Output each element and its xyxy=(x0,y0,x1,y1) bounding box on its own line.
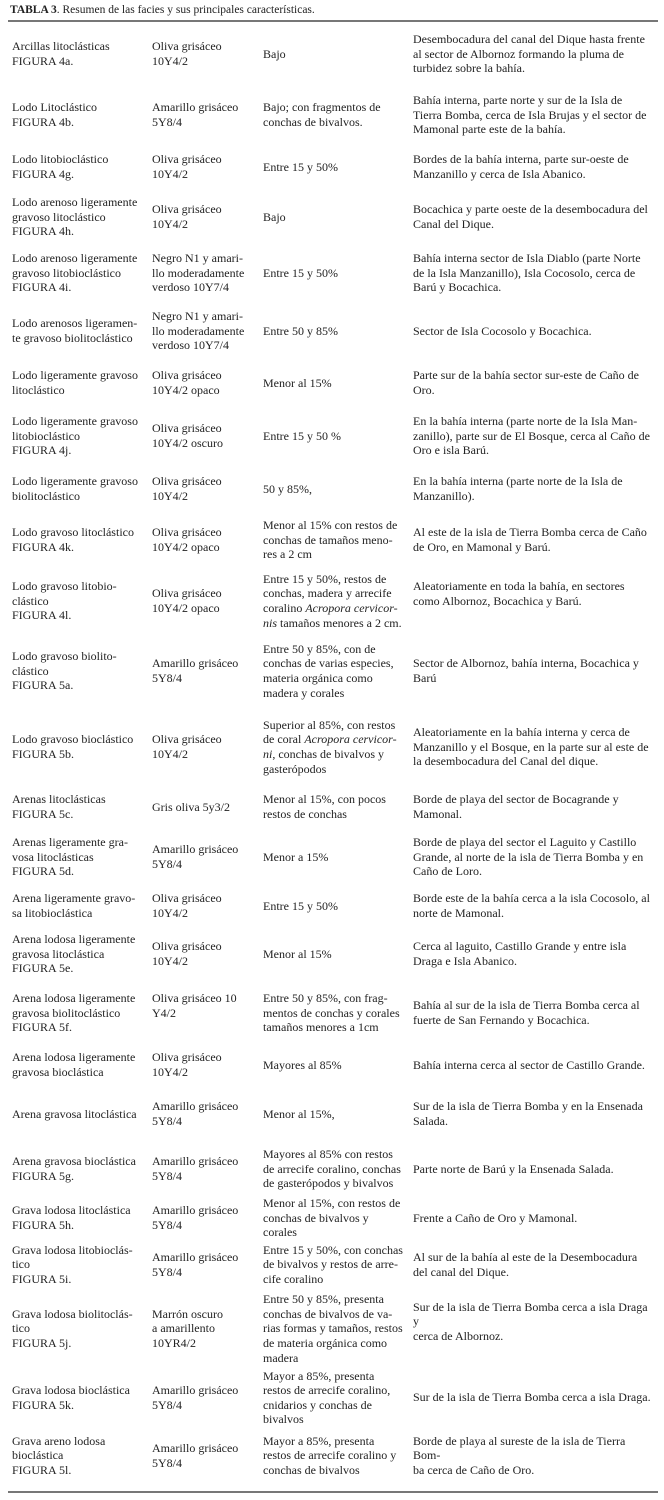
facies-name-cell: Lodo Litoclástico FIGURA 4b. xyxy=(12,100,97,129)
color-cell: Gris oliva 5y3/2 xyxy=(152,799,230,814)
location-cell: Sur de la isla de Tierra Bomba cerca a isla Draga. xyxy=(413,1390,651,1405)
bioclast-text: 50 y 85%, xyxy=(263,481,312,496)
bioclast-text: Entre 15 y 50%, restos de conchas, madera y arrecife coralino xyxy=(263,571,392,615)
facies-name-cell: Lodo gravoso biolito- clástico FIGURA 5a. xyxy=(12,649,117,693)
bioclast-text: Menor al 15% xyxy=(263,946,332,961)
bioclast-text: Bajo xyxy=(263,46,286,61)
color-cell: Oliva grisáceo 10Y4/2 xyxy=(152,939,222,968)
bioclast-content-cell xyxy=(259,1142,409,1196)
table-row xyxy=(8,1086,658,1142)
facies-name-cell: Lodo arenosos ligeramen- te gravoso biolitoclástico xyxy=(12,316,138,345)
bioclast-content-cell xyxy=(259,568,409,634)
bioclast-content-cell xyxy=(259,1044,409,1086)
facies-name-cell: Lodo ligeramente gravoso litobioclástico FIGURA 4j. xyxy=(12,414,138,458)
bioclast-text: Entre 50 y 85%, con frag- mentos de conchas y corales tamaños menores a 1cm xyxy=(263,991,400,1035)
facies-name-cell: Lodo gravoso litoclástico FIGURA 4k. xyxy=(12,525,134,554)
table-row xyxy=(8,1196,658,1240)
table-caption-text: . Resumen de las facies y sus principales características. xyxy=(56,4,315,16)
bioclast-content-cell xyxy=(259,512,409,568)
bioclast-text: Menor al 15%, con pocos restos de conchas xyxy=(263,792,386,821)
color-cell: Amarillo grisáceo 5Y8/4 xyxy=(152,656,239,685)
table-row xyxy=(8,406,658,466)
bioclast-text: Entre 50 y 85%, presenta conchas de bivalvos de va- rias formas y tamaños, restos de materia orgánica como madera xyxy=(263,1292,403,1365)
bioclast-content-cell xyxy=(259,302,409,360)
bioclast-text: Entre 50 y 85%, con de conchas de varias especies, materia orgánica como madera y corales xyxy=(263,641,394,700)
bioclast-content-cell xyxy=(259,1428,409,1484)
location-cell: Sector de Isla Cocosolo y Bocachica. xyxy=(413,323,592,338)
bioclast-content-cell xyxy=(259,244,409,302)
location-cell: Bahía interna sector de Isla Diablo (parte Norte de la Isla Manzanillo), Isla Cocosolo, cerca de Barú y Bocachica. xyxy=(413,251,641,295)
location-cell: Parte norte de Barú y la Ensenada Salada. xyxy=(413,1161,614,1176)
location-cell: Sur de la isla de Tierra Bomba y en la Ensenada Salada. xyxy=(413,1099,643,1128)
location-cell: Aleatoriamente en toda la bahía, en sectores como Albornoz, Bocachica y Barú. xyxy=(413,579,625,608)
bioclast-content-cell xyxy=(259,1196,409,1240)
table-row xyxy=(8,568,658,634)
bioclast-content-cell xyxy=(259,1086,409,1142)
bioclast-content-cell xyxy=(259,828,409,886)
table-row xyxy=(8,190,658,244)
bioclast-content-cell xyxy=(259,708,409,786)
facies-table xyxy=(8,22,658,1484)
color-cell: Oliva grisáceo 10Y4/2 xyxy=(152,1050,222,1079)
bioclast-content-cell xyxy=(259,1368,409,1428)
bioclast-content-cell xyxy=(259,982,409,1044)
color-cell: Amarillo grisáceo 5Y8/4 xyxy=(152,1099,239,1128)
facies-name-cell: Arena lodosa ligeramente gravosa litoclástica FIGURA 5e. xyxy=(12,932,136,976)
location-cell: En la bahía interna (parte norte de la Isla de Manzanillo). xyxy=(413,474,623,503)
bioclast-text: Entre 15 y 50% xyxy=(263,265,338,280)
location-cell: Borde este de la bahía cerca a la isla Cocosolo, al norte de Mamonal. xyxy=(413,891,650,920)
color-cell: Amarillo grisáceo 5Y8/4 xyxy=(152,1250,239,1279)
color-cell: Oliva grisáceo 10Y4/2 xyxy=(152,39,222,68)
color-cell: Oliva grisáceo 10Y4/2 opaco xyxy=(152,368,222,397)
facies-name-cell: Arenas ligeramente gra- vosa litoclásticas FIGURA 5d. xyxy=(12,835,128,879)
color-cell: Amarillo grisáceo 5Y8/4 xyxy=(152,100,239,129)
bioclast-text: Menor a 15% xyxy=(263,849,329,864)
location-cell: Desembocadura del canal del Dique hasta frente al sector de Albornoz formando la pluma de turbidez sobre la bahía. xyxy=(413,32,645,76)
location-cell: Bocachica y parte oeste de la desembocadura del Canal del Dique. xyxy=(413,202,648,231)
table-row xyxy=(8,1428,658,1484)
table-row xyxy=(8,512,658,568)
location-cell: Bahía al sur de la isla de Tierra Bomba cerca al fuerte de San Fernando y Bocachica. xyxy=(413,998,640,1027)
location-cell: Al este de la isla de Tierra Bomba cerca de Caño de Oro, en Mamonal y Barú. xyxy=(413,525,647,554)
table-row xyxy=(8,1044,658,1086)
facies-name-cell: Grava lodosa biolitoclás- tico FIGURA 5j. xyxy=(12,1306,133,1351)
color-cell: Oliva grisáceo 10Y4/2 xyxy=(152,891,222,920)
bioclast-text: Bajo xyxy=(263,209,286,224)
location-cell: En la bahía interna (parte norte de la Isla Man- zanillo), parte sur de El Bosque, cerca al Caño de Oro e isla Barú. xyxy=(413,414,650,458)
bioclast-text: Menor al 15% xyxy=(263,375,332,390)
color-cell: Oliva grisáceo 10Y4/2 xyxy=(152,732,222,761)
table-label: TABLA 3 xyxy=(10,4,57,16)
facies-name-cell: Lodo arenoso ligeramente gravoso litobioclástico FIGURA 4i. xyxy=(12,251,138,295)
bioclast-text: Mayor a 85%, presenta restos de arrecife coralino y conchas de bivalvos xyxy=(263,1433,397,1478)
table-row xyxy=(8,22,658,86)
facies-name-cell: Lodo litobioclástico FIGURA 4g. xyxy=(12,152,109,181)
color-cell: Oliva grisáceo 10Y4/2 oscuro xyxy=(152,421,223,450)
location-cell: Borde de playa al sureste de la isla de Tierra Bom- ba cerca de Caño de Oro. xyxy=(413,1433,626,1478)
bioclast-content-cell xyxy=(259,360,409,406)
table-row xyxy=(8,786,658,828)
color-cell: Oliva grisáceo 10Y4/2 xyxy=(152,202,222,231)
color-cell: Oliva grisáceo 10Y4/2 xyxy=(152,152,222,181)
table-row xyxy=(8,634,658,708)
location-cell: Sector de Albornoz, bahía interna, Bocachica y Barú xyxy=(413,656,639,685)
facies-name-cell: Lodo arenoso ligeramente gravoso litoclástico FIGURA 4h. xyxy=(12,195,138,239)
color-cell: Amarillo grisáceo 5Y8/4 xyxy=(152,1441,239,1470)
bioclast-text: Entre 15 y 50 % xyxy=(263,428,341,443)
table-row xyxy=(8,1290,658,1368)
bioclast-content-cell xyxy=(259,466,409,512)
table-row xyxy=(8,982,658,1044)
location-cell: Al sur de la bahía al este de la Desembocadura del canal del Dique. xyxy=(413,1250,638,1279)
facies-name-cell: Arena gravosa bioclástica FIGURA 5g. xyxy=(12,1154,136,1183)
facies-name-cell: Grava areno lodosa bioclástica FIGURA 5l. xyxy=(12,1433,106,1478)
color-cell: Negro N1 y amari- llo moderadamente verdoso 10Y7/4 xyxy=(152,309,245,353)
bioclast-content-cell xyxy=(259,190,409,244)
location-cell: Frente a Caño de Oro y Mamonal. xyxy=(413,1210,578,1225)
table-row xyxy=(8,1240,658,1290)
location-cell: Borde de playa del sector de Bocagrande y Mamonal. xyxy=(413,792,619,821)
bioclast-text: Menor al 15% con restos de conchas de tamaños meno- res a 2 cm xyxy=(263,518,398,562)
bioclast-content-cell xyxy=(259,86,409,144)
color-cell: Amarillo grisáceo 5Y8/4 xyxy=(152,842,239,871)
facies-name-cell: Arcillas litoclásticas FIGURA 4a. xyxy=(12,39,110,68)
table-row xyxy=(8,828,658,886)
facies-name-cell: Arena lodosa ligeramente gravosa biolitoclástico FIGURA 5f. xyxy=(12,991,136,1035)
bioclast-content-cell xyxy=(259,926,409,982)
table-row xyxy=(8,1142,658,1196)
color-cell: Amarillo grisáceo 5Y8/4 xyxy=(152,1154,239,1183)
bioclast-text: Entre 15 y 50%, con conchas de bivalvos y restos de arre- cife coralino xyxy=(263,1242,403,1287)
bioclast-text: Superior al 85%, con restos de coral xyxy=(263,717,396,747)
bioclast-text: Mayores al 85% xyxy=(263,1057,342,1072)
bioclast-content-cell xyxy=(259,786,409,828)
table-row xyxy=(8,1368,658,1428)
facies-name-cell: Lodo gravoso bioclástico FIGURA 5b. xyxy=(12,732,134,761)
table-row xyxy=(8,886,658,926)
location-cell: Bordes de la bahía interna, parte sur-oeste de Manzanillo y cerca de Isla Abanico. xyxy=(413,152,629,181)
location-cell: Aleatoriamente en la bahía interna y cerca de Manzanillo y el Bosque, en la parte sur al este de la desembocadura del Canal del dique. xyxy=(413,725,649,769)
bottom-rule xyxy=(8,1491,658,1493)
bioclast-text: , conchas de bivalvos y gasterópodos xyxy=(263,747,384,776)
location-cell: Bahía interna cerca al sector de Castillo Grande. xyxy=(413,1057,645,1072)
color-cell: Oliva grisáceo 10Y4/2 xyxy=(152,474,222,503)
bioclast-content-cell xyxy=(259,634,409,708)
location-cell: Parte sur de la bahía sector sur-este de Caño de Oro. xyxy=(413,368,640,397)
location-cell: Cerca al laguito, Castillo Grande y entre isla Draga e Isla Abanico. xyxy=(413,939,627,968)
facies-name-cell: Arena ligeramente gravo- sa litobioclástica xyxy=(12,891,136,920)
bioclast-text: Entre 50 y 85% xyxy=(263,323,338,338)
table-row xyxy=(8,466,658,512)
bioclast-content-cell xyxy=(259,144,409,190)
location-cell: Borde de playa del sector el Laguito y Castillo Grande, al norte de la isla de Tierra Bomba y en Caño de Loro. xyxy=(413,835,644,879)
table-row xyxy=(8,302,658,360)
color-cell: Negro N1 y amari- llo moderadamente verdoso 10Y7/4 xyxy=(152,251,245,295)
bioclast-text: Mayores al 85% con restos de arrecife coralino, conchas de gasterópodos y bivalvos xyxy=(263,1147,401,1191)
bioclast-text: Entre 15 y 50% xyxy=(263,898,338,913)
facies-name-cell: Lodo gravoso litobio- clástico FIGURA 4l. xyxy=(12,579,117,623)
color-cell: Amarillo grisáceo 5Y8/4 xyxy=(152,1383,239,1412)
color-cell: Marrón oscuro a amarillento 10YR4/2 xyxy=(152,1306,223,1351)
bioclast-text: Entre 15 y 50% xyxy=(263,159,338,174)
location-cell: Sur de la isla de Tierra Bomba cerca a isla Draga y cerca de Albornoz. xyxy=(413,1299,648,1343)
facies-name-cell: Arena lodosa ligeramente gravosa bioclástica xyxy=(12,1050,136,1079)
bioclast-content-cell xyxy=(259,1290,409,1368)
species-name: Acropora cervicor- nis xyxy=(263,601,398,630)
bioclast-text: Mayor a 85%, presenta restos de arrecife coralino, cnidarios y conchas de bivalvos xyxy=(263,1368,391,1427)
facies-name-cell: Arenas litoclásticas FIGURA 5c. xyxy=(12,792,106,821)
bioclast-text: Menor al 15%, xyxy=(263,1106,335,1121)
facies-name-cell: Grava lodosa bioclástica FIGURA 5k. xyxy=(12,1383,130,1412)
facies-name-cell: Grava lodosa litoclástica FIGURA 5h. xyxy=(12,1203,131,1232)
bioclast-content-cell xyxy=(259,1240,409,1290)
bioclast-text: tamaños menores a 2 cm. xyxy=(277,615,402,630)
bioclast-text: Menor al 15%, con restos de conchas de bivalvos y corales xyxy=(263,1196,401,1240)
table-row xyxy=(8,86,658,144)
bioclast-text: Bajo; con fragmentos de conchas de bivalvos. xyxy=(263,100,381,129)
color-cell: Amarillo grisáceo 5Y8/4 xyxy=(152,1203,239,1232)
color-cell: Oliva grisáceo 10 Y4/2 xyxy=(152,991,237,1020)
facies-name-cell: Lodo ligeramente gravoso litoclástico xyxy=(12,368,138,397)
table-row xyxy=(8,244,658,302)
color-cell: Oliva grisáceo 10Y4/2 opaco xyxy=(152,586,222,615)
table-row xyxy=(8,360,658,406)
table-row xyxy=(8,708,658,786)
bioclast-content-cell xyxy=(259,406,409,466)
bioclast-content-cell xyxy=(259,22,409,86)
table-row xyxy=(8,144,658,190)
facies-name-cell: Lodo ligeramente gravoso biolitoclástico xyxy=(12,474,138,503)
location-cell: Bahía interna, parte norte y sur de la Isla de Tierra Bomba, cerca de Isla Brujas y el sector de Mamonal parte este de la bahía. xyxy=(413,93,647,137)
color-cell: Oliva grisáceo 10Y4/2 opaco xyxy=(152,525,222,554)
species-name: Acropora cervicor- ni xyxy=(263,732,397,761)
facies-name-cell: Grava lodosa litobioclás- tico FIGURA 5i. xyxy=(12,1242,133,1287)
table-caption xyxy=(10,4,315,16)
table-row xyxy=(8,926,658,982)
bioclast-content-cell xyxy=(259,886,409,926)
facies-name-cell: Arena gravosa litoclástica xyxy=(12,1106,137,1121)
